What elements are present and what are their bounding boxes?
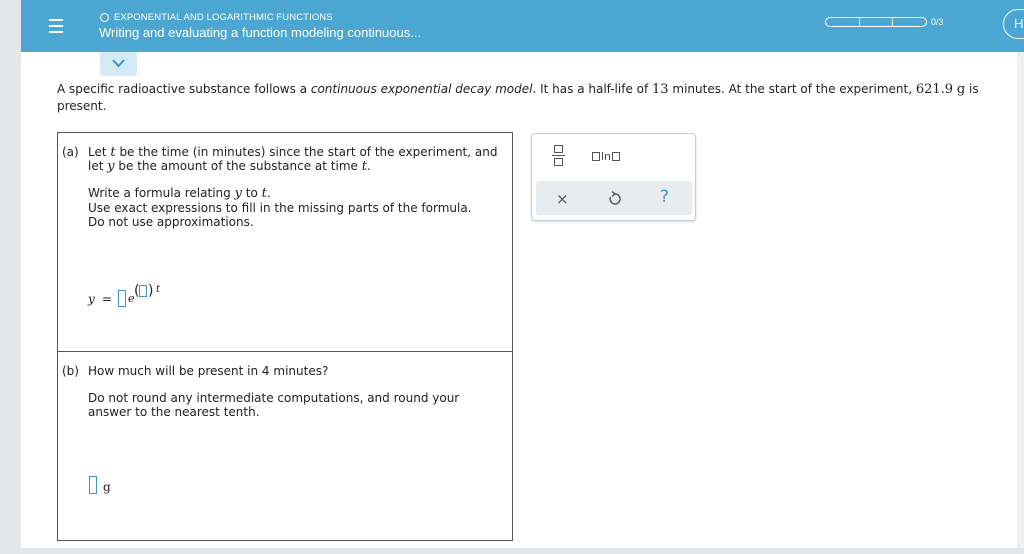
part-a-line-1: Let t be the time (in minutes) since the start of the experiment, and <box>88 145 498 160</box>
exponent-rate-input[interactable] <box>139 285 147 297</box>
exponent-paren-close: ) <box>148 283 154 299</box>
undo-icon[interactable] <box>608 191 622 211</box>
answer-input[interactable] <box>89 476 97 494</box>
topic-circle-icon <box>100 13 109 22</box>
expand-tab[interactable] <box>100 52 137 76</box>
page-title: Writing and evaluating a function modeling continuous... <box>99 25 422 40</box>
topic-label: EXPONENTIAL AND LOGARITHMIC FUNCTIONS <box>114 11 333 23</box>
part-b-card <box>57 351 513 541</box>
chevron-down-icon <box>112 59 125 68</box>
left-gutter <box>0 0 21 554</box>
exponent-variable: t <box>156 284 161 295</box>
exponent-paren-open: ( <box>134 283 140 299</box>
clear-icon[interactable]: × <box>556 190 569 208</box>
part-a-line-2: let y be the amount of the substance at time t. <box>88 159 371 174</box>
bottom-strip <box>0 548 1024 554</box>
right-strip <box>1017 0 1024 554</box>
part-b-question: How much will be present in 4 minutes? <box>88 364 329 378</box>
help-icon[interactable]: ? <box>660 187 670 207</box>
part-a-label: (a) <box>62 145 79 159</box>
part-a-line-3: Write a formula relating y to t. <box>88 186 271 201</box>
part-a-line-4: Use exact expressions to fill in the missing parts of the formula. <box>88 201 472 215</box>
ln-icon[interactable] <box>592 149 620 163</box>
coefficient-input[interactable] <box>118 290 126 307</box>
formula-base: e <box>128 292 135 305</box>
part-b-instruction-2: answer to the nearest tenth. <box>88 405 260 419</box>
progress-bar <box>825 17 927 27</box>
answer-unit: g <box>103 480 111 494</box>
problem-statement: A specific radioactive substance follows a continuous exponential decay model. It has a half-life of 13 minutes. At the start of the experiment, 621.9 g is present. <box>57 82 979 113</box>
hamburger-menu-icon[interactable] <box>37 7 75 45</box>
fraction-icon[interactable] <box>552 145 566 169</box>
ln-label: ln <box>601 149 612 163</box>
part-b-instruction-1: Do not round any intermediate computations, and round your <box>88 391 460 405</box>
formula-lhs: y <box>88 292 95 306</box>
progress-label: 0/3 <box>931 17 944 27</box>
part-b-label: (b) <box>62 364 79 378</box>
next-button-label: H <box>1014 16 1024 31</box>
formula-equals: = <box>102 292 113 306</box>
part-a-line-5: Do not use approximations. <box>88 215 254 229</box>
topic-row[interactable] <box>100 11 333 23</box>
math-toolbox <box>531 133 696 221</box>
